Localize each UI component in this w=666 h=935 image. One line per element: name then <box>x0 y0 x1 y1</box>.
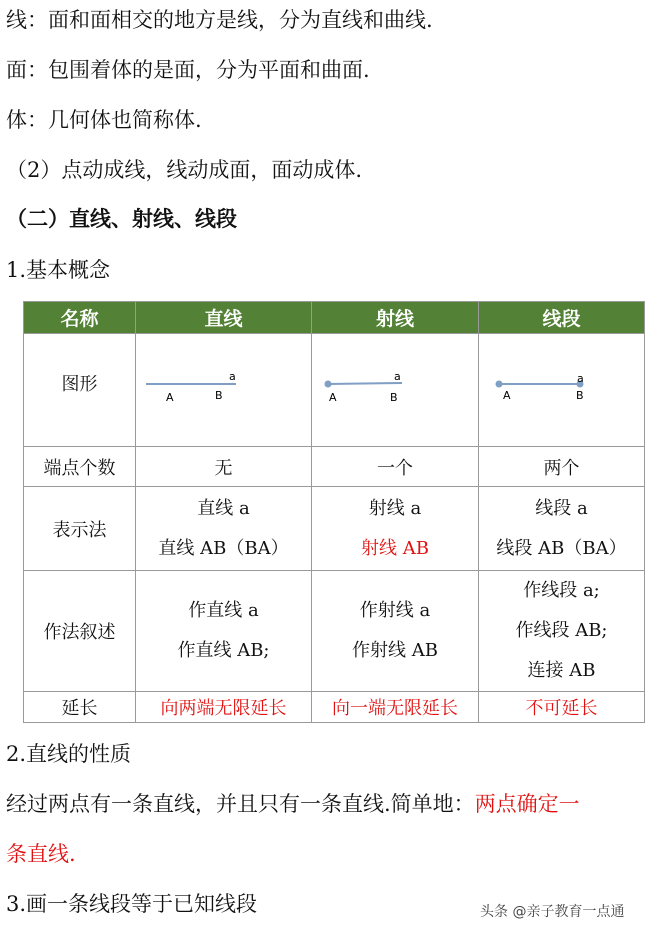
section-heading: （二）直线、射线、线段 <box>6 207 237 231</box>
header-name: 名称 <box>24 302 136 334</box>
construction-segment <box>479 571 645 692</box>
row-label-notation: 表示法 <box>24 487 136 571</box>
figure-ray <box>312 334 479 447</box>
label-a: a <box>229 370 236 383</box>
notation-ray <box>312 487 479 571</box>
row-label-figure: 图形 <box>24 334 136 447</box>
subheading-properties: 2.直线的性质 <box>6 742 132 766</box>
notation-text: 直线 a <box>197 497 250 519</box>
ray-diagram <box>312 334 478 446</box>
label-A: A <box>503 389 511 402</box>
extension-line: 向两端无限延长 <box>136 692 312 723</box>
construction-text: 作直线 AB; <box>177 640 270 661</box>
para-line-def: 线：面和面相交的地方是线，分为直线和曲线. <box>6 8 433 32</box>
figure-segment <box>479 334 645 447</box>
endpoints-segment: 两个 <box>479 447 645 487</box>
notation-line <box>136 487 312 571</box>
label-a: a <box>577 372 584 385</box>
row-label-endpoints: 端点个数 <box>24 447 136 487</box>
property-highlight: 两点确定一 <box>474 792 580 816</box>
para-property <box>6 788 580 818</box>
line-diagram <box>136 334 311 446</box>
label-A: A <box>166 391 174 404</box>
segment-diagram <box>479 334 647 446</box>
construction-text: 作射线 AB <box>352 640 438 661</box>
figure-line <box>136 334 312 447</box>
extension-ray: 向一端无限延长 <box>312 692 479 723</box>
para-property-cont: 条直线. <box>6 842 76 866</box>
para-solid-def: 体：几何体也简称体. <box>6 108 202 132</box>
notation-segment <box>479 487 645 571</box>
notation-text: 线段 a <box>535 497 588 519</box>
construction-text: 作线段 AB; <box>515 620 608 641</box>
notation-text: 直线 AB（BA） <box>158 537 289 559</box>
construction-text: 作直线 a <box>188 600 259 621</box>
header-line: 直线 <box>136 302 312 334</box>
watermark: 头条 @亲子教育一点通 <box>480 904 625 920</box>
endpoints-ray: 一个 <box>312 447 479 487</box>
construction-text: 连接 AB <box>527 660 596 681</box>
para-surface-def: 面：包围着体的是面，分为平面和曲面. <box>6 58 370 82</box>
subheading-basic: 1.基本概念 <box>6 258 111 282</box>
subheading-draw-segment: 3.画一条线段等于已知线段 <box>6 892 258 916</box>
extension-segment: 不可延长 <box>479 692 645 723</box>
notation-text: 射线 a <box>368 497 422 519</box>
concept-table <box>23 301 645 723</box>
header-segment: 线段 <box>479 302 645 334</box>
label-A: A <box>329 391 337 404</box>
endpoints-line: 无 <box>136 447 312 487</box>
property-text: 经过两点有一条直线，并且只有一条直线.简单地： <box>6 792 475 816</box>
construction-text: 作线段 a; <box>523 580 600 601</box>
row-label-construction: 作法叙述 <box>24 571 136 692</box>
label-a: a <box>394 370 401 383</box>
label-B: B <box>390 391 398 404</box>
construction-line <box>136 571 312 692</box>
notation-text: 射线 AB <box>361 537 429 559</box>
row-label-extension: 延长 <box>24 692 136 723</box>
label-B: B <box>215 389 223 402</box>
construction-text: 作射线 a <box>359 600 431 621</box>
header-ray: 射线 <box>312 302 479 334</box>
label-B: B <box>576 389 584 402</box>
para-motion: （2）点动成线，线动成面，面动成体. <box>6 158 363 182</box>
construction-ray <box>312 571 479 692</box>
notation-text: 线段 AB（BA） <box>496 537 627 559</box>
